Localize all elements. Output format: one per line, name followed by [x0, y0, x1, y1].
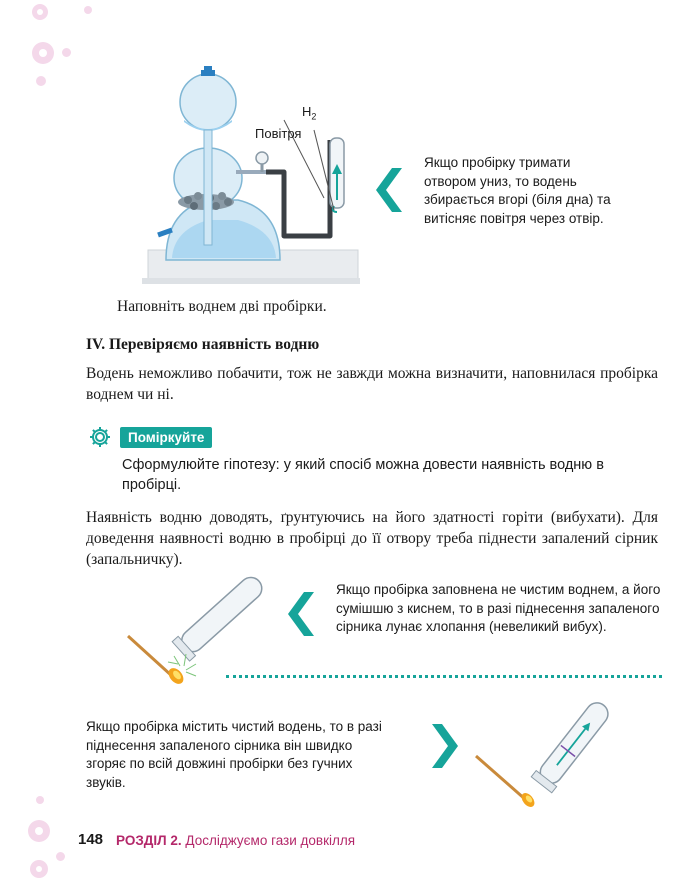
page-number: 148	[78, 831, 104, 848]
test-tube-explosion-illustration	[120, 572, 270, 692]
think-badge: Поміркуйте	[120, 427, 212, 448]
chevron-right-icon	[430, 724, 458, 768]
figure3-caption: Якщо пробірка містить чистий водень, то в разі піднесення запаленого сірника він швидко згоряє по всій довжині пробірки без гучних звуків.	[86, 719, 382, 790]
think-text: Сформулюйте гіпотезу: у який спосіб можна довести наявність водню в пробірці.	[122, 457, 604, 493]
chapter-label	[116, 833, 355, 848]
chapter-title: Досліджуємо гази довкілля	[185, 833, 356, 848]
decorative-dots-top	[0, 0, 100, 100]
h2-label: $H_2$	[302, 104, 317, 122]
chapter-number: РОЗДІЛ 2.	[116, 833, 182, 848]
paragraph-2: Наявність водню доводять, ґрунтуючись на його здатності горіти (вибухати). Для доведення наявності водню в пробірці до її отвору треба піднести запалений сірник (запальничку).	[86, 509, 658, 568]
figure1-caption: Якщо пробірку тримати отвором униз, то водень збирається вгорі (біля дна) та витісняє повітря через отвір.	[424, 155, 611, 226]
section-heading: IV. Перевіряємо наявність водню	[86, 336, 320, 353]
air-label: Повітря	[255, 126, 302, 141]
figure2-caption: Якщо пробірка заповнена не чистим воднем, а його сумішшю з киснем, то в разі піднесення запаленого сірника лунає хлопання (невеликий вибух).	[336, 582, 661, 634]
figure1-subcaption: Наповніть воднем дві пробірки.	[117, 298, 327, 315]
dotted-divider	[226, 675, 662, 678]
test-tube-burning-illustration	[470, 700, 620, 810]
chevron-left-icon	[288, 592, 316, 636]
gear-icon	[88, 425, 112, 449]
paragraph-1: Водень неможливо побачити, тож не завжди можна визначити, наповнилася пробірка воднем чи ні.	[86, 365, 658, 403]
chevron-left-icon	[376, 168, 404, 212]
kipp-apparatus-illustration	[138, 60, 368, 285]
